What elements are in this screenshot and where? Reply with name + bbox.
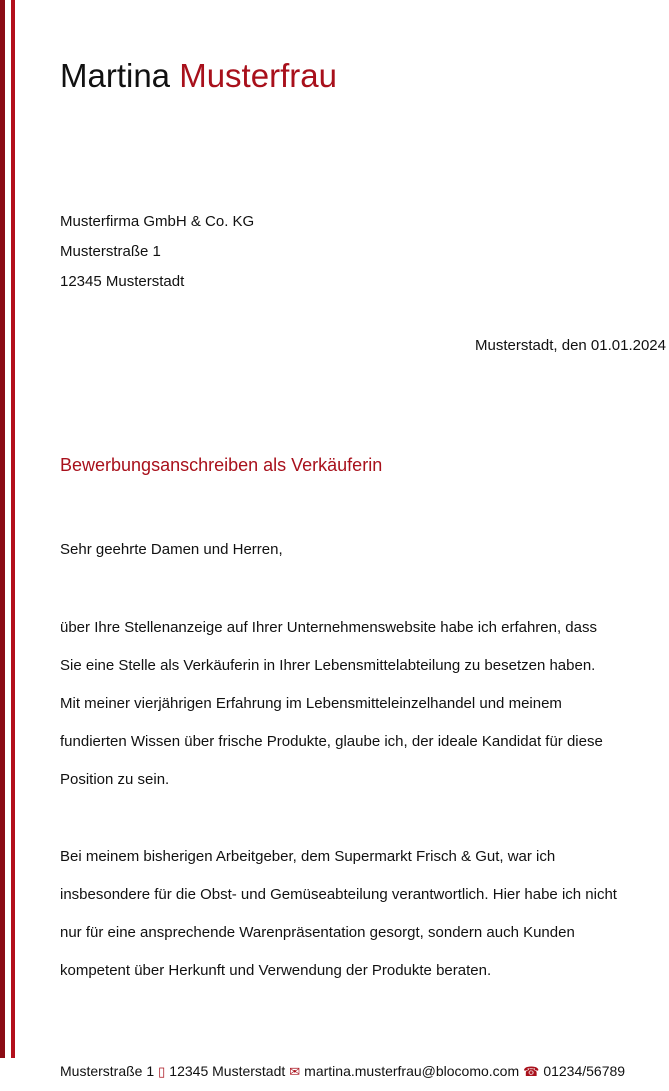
body-paragraph-1: [60, 609, 666, 799]
recipient-street: Musterstraße 1: [60, 243, 161, 260]
recipient-company: Musterfirma GmbH & Co. KG: [60, 213, 255, 230]
footer-contact: [60, 1060, 625, 1083]
body-paragraph-2: [60, 838, 666, 990]
footer-email: martina.musterfrau@blocomo.com: [304, 1063, 520, 1079]
footer-phone: 01234/56789: [543, 1063, 626, 1079]
recipient-address: [60, 207, 254, 297]
recipient-city: 12345 Musterstadt: [60, 273, 185, 290]
text-line: insbesondere für die Obst- und Gemüseabteilung verantwortlich. Hier habe ich nicht: [60, 886, 617, 903]
decorative-bar-left: [0, 0, 5, 1058]
text-line: Position zu sein.: [60, 771, 170, 788]
sender-first-name: Martina: [60, 57, 171, 94]
text-line: Sie eine Stelle als Verkäuferin in Ihrer Lebensmittelabteilung zu besetzen haben.: [60, 657, 596, 674]
footer-street: Musterstraße 1: [60, 1063, 155, 1079]
text-line: Bei meinem bisherigen Arbeitgeber, dem Supermarkt Frisch & Gut, war ich: [60, 848, 556, 865]
letter-subject: Bewerbungsanschreiben als Verkäuferin: [60, 455, 383, 475]
text-line: nur für eine ansprechende Warenpräsentation gesorgt, sondern auch Kunden: [60, 924, 575, 941]
mail-icon: ✉: [289, 1064, 301, 1079]
text-line: über Ihre Stellenanzeige auf Ihrer Unternehmenswebsite habe ich erfahren, dass: [60, 619, 597, 636]
text-line: kompetent über Herkunft und Verwendung der Produkte beraten.: [60, 962, 492, 979]
sender-last-name: Musterfrau: [179, 57, 337, 94]
location-icon: ▯: [158, 1064, 166, 1079]
footer-city: 12345 Musterstadt: [169, 1063, 286, 1079]
date-line: Musterstadt, den 01.01.2024: [475, 337, 666, 354]
decorative-bar-right: [11, 0, 15, 1058]
text-line: fundierten Wissen über frische Produkte, glaube ich, der ideale Kandidat für diese: [60, 733, 603, 750]
salutation: Sehr geehrte Damen und Herren,: [60, 541, 283, 558]
text-line: Mit meiner vierjährigen Erfahrung im Lebensmitteleinzelhandel und meinem: [60, 695, 562, 712]
sender-name: [60, 56, 337, 96]
phone-icon: ☎: [523, 1064, 540, 1079]
